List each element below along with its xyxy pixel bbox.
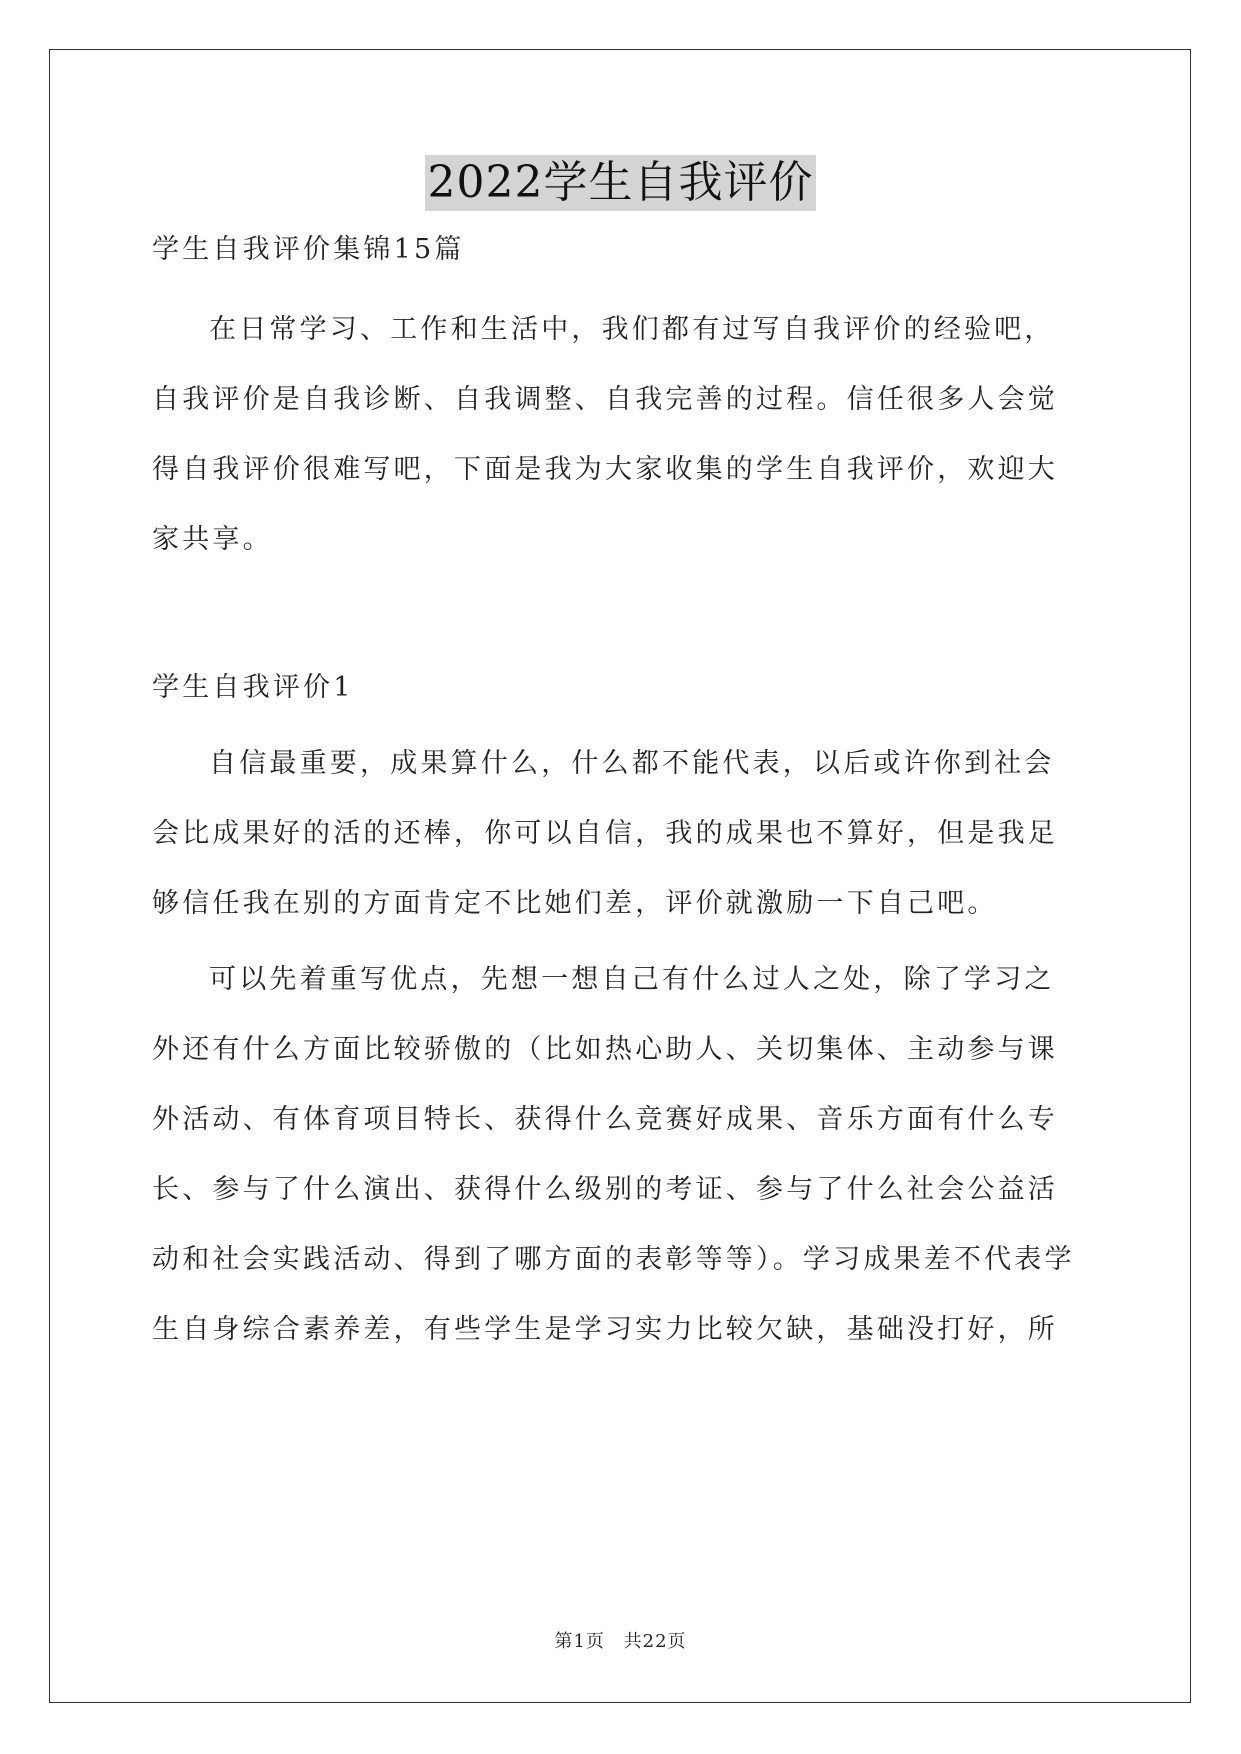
paragraph-line: 在日常学习、工作和生活中，我们都有过写自我评价的经验吧， <box>209 314 1055 345</box>
paragraph-line: 家共享。 <box>152 524 273 555</box>
paragraph-line: 得自我评价很难写吧，下面是我为大家收集的学生自我评价，欢迎大 <box>152 454 1058 485</box>
paragraph-line: 长、参与了什么演出、获得什么级别的考证、参与了什么社会公益活 <box>152 1174 1058 1205</box>
page-total: 共22页 <box>623 1631 687 1652</box>
paragraph-line: 够信任我在别的方面肯定不比她们差，评价就激励一下自己吧。 <box>152 888 998 919</box>
section-heading: 学生自我评价1 <box>152 672 354 703</box>
paragraph-line: 自信最重要，成果算什么，什么都不能代表，以后或许你到社会 <box>209 748 1055 779</box>
page-number: 第1页 <box>554 1631 605 1652</box>
collection-heading: 学生自我评价集锦15篇 <box>152 234 465 265</box>
paragraph-line: 自我评价是自我诊断、自我调整、自我完善的过程。信任很多人会觉 <box>152 384 1058 415</box>
paragraph-line: 会比成果好的活的还棒，你可以自信，我的成果也不算好，但是我足 <box>152 818 1058 849</box>
page-border <box>49 49 1191 1703</box>
paragraph-line: 外还有什么方面比较骄傲的（比如热心助人、关切集体、主动参与课 <box>152 1034 1058 1065</box>
title-container <box>0 155 1241 211</box>
paragraph-line: 外活动、有体育项目特长、获得什么竞赛好成果、音乐方面有什么专 <box>152 1104 1058 1135</box>
document-title: 2022学生自我评价 <box>425 155 817 211</box>
page-footer <box>0 1627 1241 1653</box>
paragraph-line: 动和社会实践活动、得到了哪方面的表彰等等）。学习成果差不代表学 <box>152 1244 1075 1275</box>
paragraph-line: 可以先着重写优点，先想一想自己有什么过人之处，除了学习之 <box>209 964 1055 995</box>
paragraph-line: 生自身综合素养差，有些学生是学习实力比较欠缺，基础没打好，所 <box>152 1314 1058 1345</box>
